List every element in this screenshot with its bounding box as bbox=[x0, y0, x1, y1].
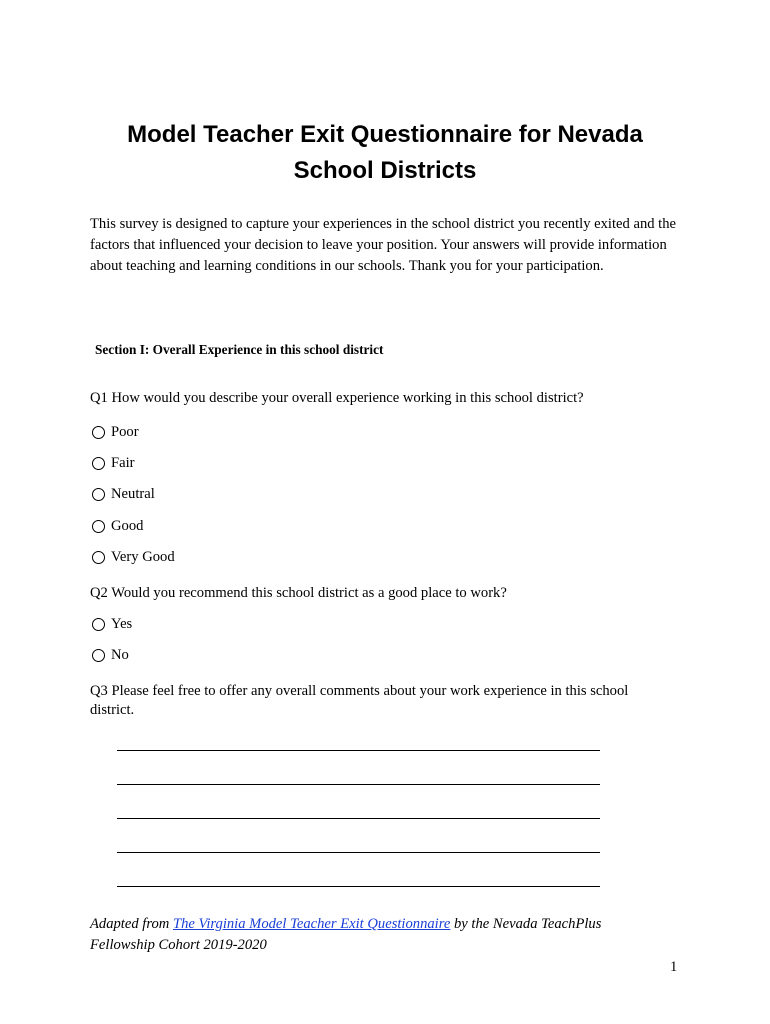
answer-line[interactable] bbox=[117, 886, 600, 887]
answer-line[interactable] bbox=[117, 750, 600, 751]
q1-option-poor[interactable] bbox=[92, 422, 139, 442]
footer-suffix: by the Nevada TeachPlus Fellowship Cohort 2019-2020 bbox=[90, 916, 602, 953]
q2-option-no[interactable] bbox=[92, 645, 129, 665]
option-label: Neutral bbox=[111, 485, 155, 502]
q1-option-fair[interactable] bbox=[92, 453, 135, 473]
radio-button[interactable] bbox=[92, 520, 105, 533]
answer-line[interactable] bbox=[117, 818, 600, 819]
radio-button[interactable] bbox=[92, 551, 105, 564]
radio-button[interactable] bbox=[92, 649, 105, 662]
question-2: Q2 Would you recommend this school district as a good place to work? bbox=[90, 585, 507, 601]
question-3: Q3 Please feel free to offer any overall comments about your work experience in this school district. bbox=[90, 683, 629, 718]
option-label: Fair bbox=[111, 454, 135, 471]
q2-option-yes[interactable] bbox=[92, 614, 132, 634]
attribution-footer bbox=[90, 914, 650, 956]
q1-option-very-good[interactable] bbox=[92, 547, 175, 567]
radio-button[interactable] bbox=[92, 457, 105, 470]
footer-prefix: Adapted from bbox=[90, 916, 173, 932]
title-line-1: Model Teacher Exit Questionnaire for Nevada bbox=[127, 121, 643, 148]
question-1: Q1 How would you describe your overall experience working in this school district? bbox=[90, 390, 584, 406]
intro-paragraph: This survey is designed to capture your experiences in the school district you recently exited and the factors that influenced your decision to leave your position. Your answers will provide information about teaching and learning conditions in our schools. Thank you for your participation. bbox=[90, 216, 677, 274]
section-heading: Section I: Overall Experience in this school district bbox=[95, 342, 384, 357]
radio-button[interactable] bbox=[92, 426, 105, 439]
radio-button[interactable] bbox=[92, 488, 105, 501]
option-label: Yes bbox=[111, 615, 133, 632]
page-title bbox=[0, 117, 770, 189]
q1-option-good[interactable] bbox=[92, 516, 143, 536]
option-label: Good bbox=[111, 517, 144, 534]
title-line-2: School Districts bbox=[293, 157, 477, 184]
radio-button[interactable] bbox=[92, 618, 105, 631]
option-label: Poor bbox=[111, 423, 139, 440]
option-label: No bbox=[111, 646, 129, 663]
source-link[interactable]: The Virginia Model Teacher Exit Questionnaire bbox=[172, 916, 451, 932]
answer-line[interactable] bbox=[117, 852, 600, 853]
option-label: Very Good bbox=[111, 548, 175, 565]
q1-option-neutral[interactable] bbox=[92, 484, 155, 504]
page-number: 1 bbox=[670, 959, 678, 975]
answer-line[interactable] bbox=[117, 784, 600, 785]
